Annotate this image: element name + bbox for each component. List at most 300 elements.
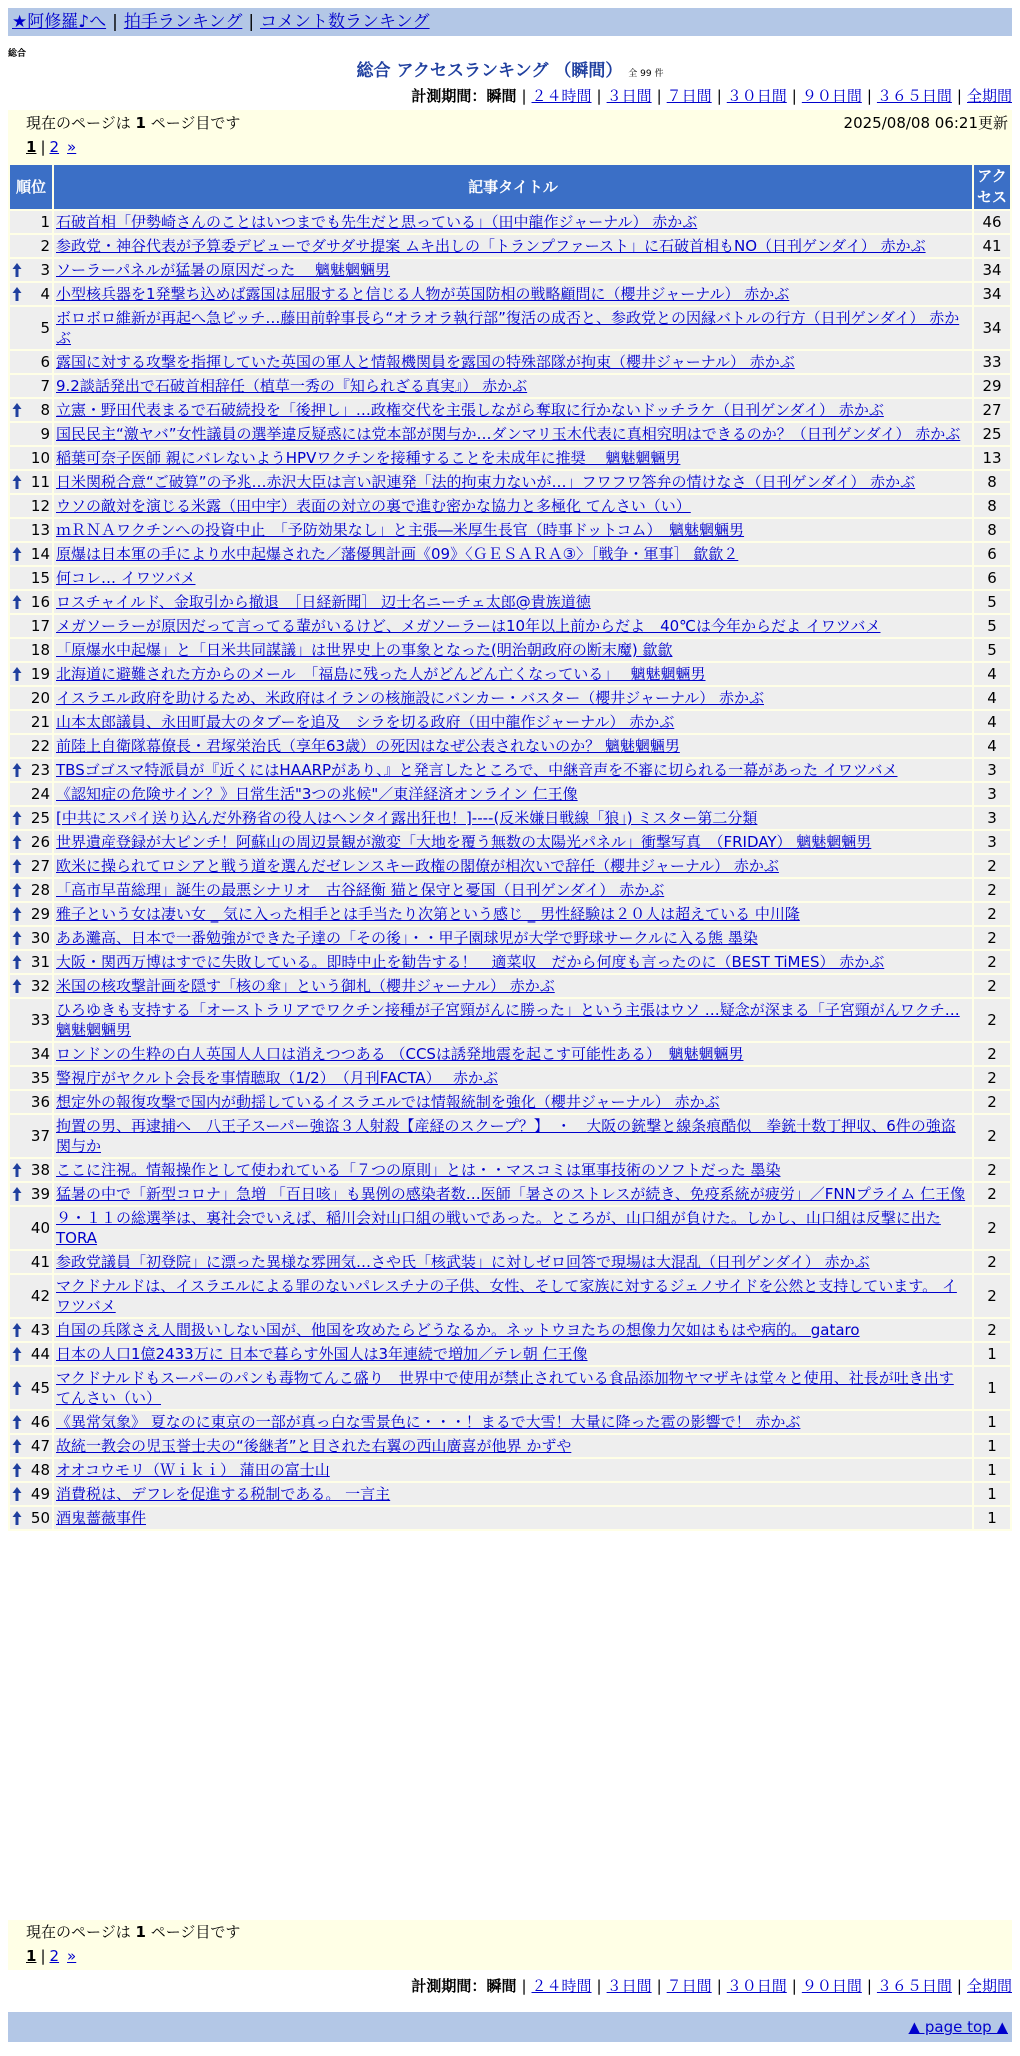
home-link[interactable]: ★阿修羅♪へ [12, 12, 107, 32]
article-link[interactable]: 「原爆水中起爆」と「日米共同謀議」は世界史上の事象となった(明治朝政府の断末魔) 歙歙 [56, 641, 673, 659]
ranking-table-container [8, 163, 1012, 1531]
title-cell [54, 951, 972, 973]
pager-separator: | [40, 1947, 46, 1965]
rank-cell [10, 1507, 52, 1529]
period-separator: | [596, 87, 602, 105]
access-count: 5 [974, 639, 1010, 661]
rank-cell [10, 735, 52, 757]
clap-ranking-link[interactable]: 拍手ランキング [123, 12, 243, 32]
rank-number: 3 [40, 261, 50, 279]
period-separator: | [521, 87, 527, 105]
rank-cell [10, 351, 52, 373]
current-page-number: 1 [135, 1923, 146, 1941]
article-link[interactable]: 拘置の男、再逮捕へ 八王子スーパー強盗３人射殺【産経のスクープ？】 ・ 大阪の銃撃と線条痕酷似 拳銃十数丁押収、6件の強盗関与か [56, 1117, 956, 1155]
title-cell [54, 1159, 972, 1181]
rank-up-arrow-icon [12, 834, 22, 850]
title-cell [54, 591, 972, 613]
rank-number: 17 [30, 617, 50, 635]
updated-time: 2025/08/08 06:21更新 [843, 114, 1008, 132]
rank-number: 36 [30, 1093, 50, 1111]
title-cell [54, 235, 972, 257]
rank-cell [10, 663, 52, 685]
rank-up-arrow-icon [12, 262, 22, 278]
table-row [10, 1183, 1010, 1205]
table-row [10, 1067, 1010, 1089]
rank-number: 34 [30, 1045, 50, 1063]
article-link[interactable]: 雅子という女は凄い女 _ 気に入った相手とは手当たり次第という感じ _ 男性経験は２０人は超えている 中川隆 [56, 905, 800, 923]
access-count: 4 [974, 735, 1010, 757]
title-cell [54, 807, 972, 829]
article-link[interactable]: ボロボロ維新が再起へ急ピッチ…藤田前幹事長ら“オラオラ執行部”復活の成否と、参政党との因縁バトルの行方（日刊ゲンダイ） 赤かぶ [56, 309, 960, 347]
article-link[interactable]: 猛暑の中で「新型コロナ」急増 「百日咳」も異例の感染者数…医師「暑さのストレスが続き、免疫系統が疲労」／FNNプライム 仁王像 [56, 1185, 966, 1203]
period-option-link[interactable]: ３６５日間 [876, 1977, 952, 1995]
table-row [10, 399, 1010, 421]
rank-up-arrow-icon [12, 286, 22, 302]
rank-cell [10, 1275, 52, 1317]
rank-up-arrow-icon [12, 594, 22, 610]
table-row [10, 711, 1010, 733]
rank-number: 33 [30, 1011, 50, 1029]
rank-up-arrow-icon [12, 1414, 22, 1430]
rank-number: 2 [40, 237, 50, 255]
rank-up-arrow-icon [12, 1380, 22, 1396]
article-link[interactable]: 日米関税合意“ご破算”の予兆…赤沢大臣は言い訳連発「法的拘束力ないが…」フワフワ答弁の情けなさ（日刊ゲンダイ） 赤かぶ [56, 473, 916, 491]
article-link[interactable]: 自国の兵隊さえ人間扱いしない国が、他国を攻めたらどうなるか。ネットウヨたちの想像力欠如はもはや病的。 gataro [56, 1321, 860, 1339]
rank-cell [10, 1251, 52, 1273]
section-label: 総合 [8, 49, 27, 59]
ranking-table [8, 163, 1012, 1531]
table-row [10, 1091, 1010, 1113]
article-link[interactable]: 石破首相「伊勢崎さんのことはいつまでも先生だと思っている」（田中龍作ジャーナル） 赤かぶ [56, 213, 698, 231]
table-row [10, 543, 1010, 565]
period-option-link[interactable]: ３日間 [606, 1977, 652, 1995]
rank-number: 6 [40, 353, 50, 371]
article-link[interactable]: TBSゴゴスマ特派員が『近くにはHAARPがあり、』と発言したところで、中継音声を不審に切られる一幕があった イワツバメ [56, 761, 898, 779]
article-link[interactable]: ９・１１の総選挙は、裏社会でいえば、稲川会対山口組の戦いであった。ところが、山口組が負けた。しかし、山口組は反撃に出た TORA [56, 1209, 941, 1247]
table-row [10, 567, 1010, 589]
table-row [10, 495, 1010, 517]
title-cell [54, 999, 972, 1041]
rank-cell [10, 711, 52, 733]
access-count: 8 [974, 471, 1010, 493]
period-option-link[interactable]: ９０日間 [801, 1977, 862, 1995]
title-cell [54, 351, 972, 373]
header-rank: 順位 [10, 165, 52, 209]
access-count: 2 [974, 879, 1010, 901]
article-link[interactable]: 想定外の報復攻撃で国内が動揺しているイスラエルでは情報統制を強化（櫻井ジャーナル） 赤かぶ [56, 1093, 720, 1111]
table-row [10, 663, 1010, 685]
rank-number: 40 [30, 1219, 50, 1237]
table-row [10, 1459, 1010, 1481]
article-link[interactable]: オオコウモリ（Ｗｉｋｉ） 蒲田の富士山 [56, 1461, 330, 1479]
table-row [10, 1275, 1010, 1317]
period-separator: | [866, 87, 872, 105]
rank-up-arrow-icon [12, 810, 22, 826]
current-page-number: 1 [135, 114, 146, 132]
access-count: 46 [974, 211, 1010, 233]
rank-up-arrow-icon [12, 954, 22, 970]
table-row [10, 211, 1010, 233]
rank-number: 42 [30, 1287, 50, 1305]
page-info-bottom [8, 1920, 1012, 1970]
period-option-link[interactable]: ２４時間 [531, 1977, 592, 1995]
access-count: 33 [974, 351, 1010, 373]
rank-cell [10, 471, 52, 493]
rank-up-arrow-icon [12, 882, 22, 898]
rank-cell [10, 639, 52, 661]
rank-cell [10, 1435, 52, 1457]
access-count: 4 [974, 663, 1010, 685]
period-separator: | [521, 1977, 527, 1995]
table-row [10, 591, 1010, 613]
rank-up-arrow-icon [12, 930, 22, 946]
article-link[interactable]: 警視庁がヤクルト会長を事情聴取（1/2） （月刊FACTA） 赤かぶ [56, 1069, 498, 1087]
table-row [10, 1435, 1010, 1457]
article-link[interactable]: ああ灘高、日本で一番勉強ができた子達の「その後」・・甲子園球児が大学で野球サークルに入る態 墨染 [56, 929, 758, 947]
title-cell [54, 471, 972, 493]
access-count: 1 [974, 1343, 1010, 1365]
rank-number: 8 [40, 401, 50, 419]
title-cell [54, 903, 972, 925]
rank-cell [10, 759, 52, 781]
rank-cell [10, 1367, 52, 1409]
article-link[interactable]: 《異常気象》 夏なのに東京の一部が真っ白な雪景色に・・・！まるで大雪！大量に降った雹の影響で！ 赤かぶ [56, 1413, 801, 1431]
title-cell [54, 1507, 972, 1529]
rank-cell [10, 211, 52, 233]
table-row [10, 927, 1010, 949]
table-row [10, 259, 1010, 281]
rank-cell [10, 783, 52, 805]
access-count: 8 [974, 495, 1010, 517]
period-option-link[interactable]: ７日間 [666, 87, 712, 105]
article-link[interactable]: 小型核兵器を1発撃ち込めば露国は屈服すると信じる人物が英国防相の戦略顧問に（櫻井ジャーナル） 赤かぶ [56, 285, 790, 303]
title-cell [54, 1207, 972, 1249]
pager-current: 1 [26, 138, 37, 156]
article-link[interactable]: 国民民主“激ヤバ”女性議員の選挙違反疑惑には党本部が関与か…ダンマリ玉木代表に真相究明はできるのか？（日刊ゲンダイ） 赤かぶ [56, 425, 961, 443]
table-row [10, 999, 1010, 1041]
rank-cell [10, 399, 52, 421]
rank-cell [10, 879, 52, 901]
period-option-link[interactable]: ３０日間 [726, 87, 787, 105]
access-count: 5 [974, 591, 1010, 613]
table-row [10, 375, 1010, 397]
title-cell [54, 259, 972, 281]
title-cell [54, 759, 972, 781]
rank-number: 45 [30, 1379, 50, 1397]
rank-cell [10, 1159, 52, 1181]
rank-cell [10, 1411, 52, 1433]
rank-number: 38 [30, 1161, 50, 1179]
period-option-link[interactable]: ３６５日間 [876, 87, 952, 105]
article-link[interactable]: 北海道に避難された方からのメール 「福島に残った人がどんどん亡くなっている」 魑魅魍魎男 [56, 665, 706, 683]
period-option-link[interactable]: ２４時間 [531, 87, 592, 105]
period-separator: | [716, 1977, 722, 1995]
rank-number: 37 [30, 1127, 50, 1145]
access-count: 2 [974, 951, 1010, 973]
access-count: 3 [974, 759, 1010, 781]
table-row [10, 639, 1010, 661]
rank-cell [10, 1091, 52, 1113]
article-link[interactable]: 欧米に操られてロシアと戦う道を選んだゼレンスキー政権の閣僚が相次いで辞任（櫻井ジャーナル） 赤かぶ [56, 857, 779, 875]
page-top-link[interactable]: ▲ page top ▲ [908, 2018, 1008, 2036]
access-count: 2 [974, 1067, 1010, 1089]
title-cell [54, 1183, 972, 1205]
rank-cell [10, 307, 52, 349]
rank-cell [10, 975, 52, 997]
rank-cell [10, 283, 52, 305]
article-link[interactable]: ひろゆきも支持する「オーストラリアでワクチン接種が子宮頸がんに勝った」という主張はウソ …疑念が深まる「子宮頸がんワクチ… 魑魅魍魎男 [56, 1001, 960, 1039]
table-header-row [10, 165, 1010, 209]
rank-cell [10, 1459, 52, 1481]
article-link[interactable]: 9.2談話発出で石破首相辞任（植草一秀の『知られざる真実』） 赤かぶ [56, 377, 528, 395]
article-link[interactable]: 何コレ… イワツバメ [56, 569, 196, 587]
table-row [10, 807, 1010, 829]
access-count: 2 [974, 999, 1010, 1041]
rank-cell [10, 807, 52, 829]
article-link[interactable]: メガソーラーが原因だって言ってる輩がいるけど、メガソーラーは10年以上前からだよ 40℃は今年からだよ イワツバメ [56, 617, 881, 635]
rank-up-arrow-icon [12, 1486, 22, 1502]
rank-number: 21 [30, 713, 50, 731]
article-link[interactable]: マクドナルドは、イスラエルによる罪のないパレスチナの子供、女性、そして家族に対するジェノサイドを公然と支持しています。 イワツバメ [56, 1277, 957, 1315]
rank-number: 9 [40, 425, 50, 443]
rank-up-arrow-icon [12, 1322, 22, 1338]
rank-cell [10, 1067, 52, 1089]
table-row [10, 351, 1010, 373]
table-row [10, 471, 1010, 493]
rank-cell [10, 855, 52, 877]
rank-cell [10, 423, 52, 445]
article-link[interactable]: ウソの敵対を演じる米露（田中宇）表面の対立の裏で進む密かな協力と多極化 てんさい（い） [56, 497, 691, 515]
table-row [10, 975, 1010, 997]
rank-number: 23 [30, 761, 50, 779]
article-link[interactable]: 山本太郎議員、永田町最大のタブーを追及 シラを切る政府（田中龍作ジャーナル） 赤かぶ [56, 713, 675, 731]
title-cell [54, 1343, 972, 1365]
title-cell [54, 615, 972, 637]
article-link[interactable]: ここに注視。情報操作として使われている「７つの原則」とは・・マスコミは軍事技術のソフトだった 墨染 [56, 1161, 781, 1179]
rank-up-arrow-icon [12, 762, 22, 778]
period-separator: | [791, 1977, 797, 1995]
rank-cell [10, 591, 52, 613]
nav-separator: | [248, 12, 255, 32]
table-row [10, 1483, 1010, 1505]
article-link[interactable]: 原爆は日本軍の手により水中起爆された／藩優興計画《09》〈ＧＥＳＡＲＡ③〉［戦争・軍事］ 歙歙２ [56, 545, 739, 563]
article-link[interactable]: 世界遺産登録が大ピンチ！阿蘇山の周辺景観が激変「大地を覆う無数の太陽光パネル」衝撃写真 （FRIDAY） 魑魅魍魎男 [56, 833, 872, 851]
rank-cell [10, 927, 52, 949]
rank-cell [10, 495, 52, 517]
table-row [10, 783, 1010, 805]
rank-number: 22 [30, 737, 50, 755]
table-row [10, 1507, 1010, 1529]
access-count: 1 [974, 1459, 1010, 1481]
rank-number: 13 [30, 521, 50, 539]
title-cell [54, 855, 972, 877]
rank-number: 4 [40, 285, 50, 303]
period-option-link[interactable]: ７日間 [666, 1977, 712, 1995]
title-cell [54, 1483, 972, 1505]
access-count: 34 [974, 307, 1010, 349]
rank-number: 27 [30, 857, 50, 875]
access-count: 2 [974, 1043, 1010, 1065]
title-cell [54, 927, 972, 949]
access-count: 3 [974, 831, 1010, 853]
article-link[interactable]: 露国に対する攻撃を指揮していた英国の軍人と情報機関員を露国の特殊部隊が拘束（櫻井ジャーナル） 赤かぶ [56, 353, 795, 371]
article-link[interactable]: ｍＲＮＡワクチンへの投資中止 「予防効果なし」と主張―米厚生長官（時事ドットコム） 魑魅魍魎男 [56, 521, 745, 539]
title-cell [54, 307, 972, 349]
title-cell [54, 975, 972, 997]
period-separator: | [596, 1977, 602, 1995]
table-row [10, 1159, 1010, 1181]
current-page-prefix: 現在のページは [26, 1923, 131, 1941]
table-row [10, 615, 1010, 637]
rank-cell [10, 1183, 52, 1205]
ranking-title-text: 総合 アクセスランキング （瞬間） [356, 61, 623, 81]
comment-ranking-link[interactable]: コメント数ランキング [260, 12, 430, 32]
article-link[interactable]: ロスチャイルド、金取引から撤退 ［日経新聞］ 辺士名ニーチェ太郎@貴族道徳 [56, 593, 591, 611]
period-option-link[interactable]: 全期間 [966, 1977, 1012, 1995]
access-count: 2 [974, 1115, 1010, 1157]
rank-up-arrow-icon [12, 1162, 22, 1178]
title-cell [54, 1411, 972, 1433]
title-cell [54, 663, 972, 685]
table-row [10, 1043, 1010, 1065]
access-count: 2 [974, 1207, 1010, 1249]
period-selector [411, 86, 1012, 106]
pager-page-2[interactable]: 2 [49, 138, 60, 156]
access-count: 4 [974, 687, 1010, 709]
table-row [10, 1411, 1010, 1433]
ranking-title [0, 60, 1020, 85]
rank-up-arrow-icon [12, 1438, 22, 1454]
rank-number: 48 [30, 1461, 50, 1479]
pager-page-2[interactable]: 2 [49, 1947, 60, 1965]
article-link[interactable]: ロンドンの生粋の白人英国人人口は消えつつある （CCSは誘発地震を起こす可能性ある） 魑魅魍魎男 [56, 1045, 744, 1063]
access-count: 1 [974, 1367, 1010, 1409]
access-count: 1 [974, 1435, 1010, 1457]
rank-number: 31 [30, 953, 50, 971]
pager-next-arrow[interactable]: » [67, 1947, 77, 1965]
access-count: 8 [974, 519, 1010, 541]
period-option-link[interactable]: ３０日間 [726, 1977, 787, 1995]
rank-number: 18 [30, 641, 50, 659]
rank-number: 41 [30, 1253, 50, 1271]
rank-up-arrow-icon [12, 906, 22, 922]
rank-number: 30 [30, 929, 50, 947]
rank-number: 1 [40, 213, 50, 231]
access-count: 2 [974, 975, 1010, 997]
access-count: 5 [974, 615, 1010, 637]
title-cell [54, 1043, 972, 1065]
table-row [10, 687, 1010, 709]
rank-cell [10, 519, 52, 541]
article-link[interactable]: 稲葉可奈子医師 親にバレないようHPVワクチンを接種することを未成年に推奨 魑魅魍魎男 [56, 449, 681, 467]
table-row [10, 951, 1010, 973]
access-count: 2 [974, 855, 1010, 877]
title-cell [54, 1319, 972, 1341]
title-cell [54, 1115, 972, 1157]
table-row [10, 1207, 1010, 1249]
period-option-link[interactable]: ９０日間 [801, 87, 862, 105]
rank-number: 19 [30, 665, 50, 683]
access-count: 2 [974, 1275, 1010, 1317]
article-link[interactable]: 酒鬼薔薇事件 [56, 1509, 147, 1527]
article-link[interactable]: 「高市早苗総理」誕生の最悪シナリオ 古谷経衡 猫と保守と憂国（日刊ゲンダイ） 赤かぶ [56, 881, 665, 899]
pager [26, 137, 76, 157]
article-link[interactable]: 参政党議員「初登院」に漂った異様な雰囲気…さや氏「核武装」に対しゼロ回答で現場は大混乱（日刊ゲンダイ） 赤かぶ [56, 1253, 870, 1271]
rank-number: 11 [30, 473, 50, 491]
rank-number: 28 [30, 881, 50, 899]
access-count: 4 [974, 711, 1010, 733]
article-link[interactable]: [中共にスパイ送り込んだ外務省の役人はヘンタイ露出狂也！]----(反米嫌日戦線「狼」) ミスター第二分類 [56, 809, 758, 827]
rank-cell [10, 999, 52, 1041]
article-link[interactable]: マクドナルドもスーパーのパンも毒物てんこ盛り 世界中で使用が禁止されている食品添加物ヤマザキは堂々と使用、社長が吐き出す てんさい（い） [56, 1369, 954, 1407]
access-count: 29 [974, 375, 1010, 397]
article-link[interactable]: 大阪・関西万博はすでに失敗している。即時中止を勧告する！ 適菜収 だから何度も言ったのに（BEST TiMES） 赤かぶ [56, 953, 885, 971]
rank-up-arrow-icon [12, 546, 22, 562]
table-row [10, 447, 1010, 469]
current-page-prefix: 現在のページは [26, 114, 131, 132]
header-access: アクセス [974, 165, 1010, 209]
article-link[interactable]: イスラエル政府を助けるため、米政府はイランの核施設にバンカー・バスター（櫻井ジャーナル） 赤かぶ [56, 689, 764, 707]
rank-cell [10, 1207, 52, 1249]
article-link[interactable]: 参政党・神谷代表が予算委デビューでダサダサ提案 ムキ出しの「トランプファースト」に石破首相もNO（日刊ゲンダイ） 赤かぶ [56, 237, 926, 255]
rank-cell [10, 831, 52, 853]
table-row [10, 235, 1010, 257]
period-option-link[interactable]: ３日間 [606, 87, 652, 105]
rank-up-arrow-icon [12, 1186, 22, 1202]
table-row [10, 1251, 1010, 1273]
rank-cell [10, 903, 52, 925]
period-option-link[interactable]: 全期間 [966, 87, 1012, 105]
access-count: 2 [974, 927, 1010, 949]
title-cell [54, 495, 972, 517]
article-link[interactable]: ソーラーパネルが猛暑の原因だった 魑魅魍魎男 [56, 261, 391, 279]
title-cell [54, 283, 972, 305]
access-count: 6 [974, 543, 1010, 565]
table-row [10, 735, 1010, 757]
table-row [10, 1367, 1010, 1409]
period-separator: | [656, 1977, 662, 1995]
rank-number: 7 [40, 377, 50, 395]
title-cell [54, 639, 972, 661]
period-separator: | [956, 87, 962, 105]
rank-cell [10, 951, 52, 973]
article-link[interactable]: 米国の核攻撃計画を隠す「核の傘」という御札（櫻井ジャーナル） 赤かぶ [56, 977, 555, 995]
total-count: 全 99 件 [628, 69, 664, 79]
access-count: 3 [974, 807, 1010, 829]
rank-number: 20 [30, 689, 50, 707]
pager-next-arrow[interactable]: » [67, 138, 77, 156]
access-count: 34 [974, 283, 1010, 305]
title-cell [54, 783, 972, 805]
period-selector-bottom [411, 1976, 1012, 1996]
article-link[interactable]: 故統一教会の児玉誉士夫の“後継者”と目された右翼の西山廣喜が他界 かずや [56, 1437, 572, 1455]
rank-up-arrow-icon [12, 858, 22, 874]
article-link[interactable]: 立憲・野田代表まるで石破続投を「後押し」…政権交代を主張しながら奪取に行かないドッチラケ（日刊ゲンダイ） 赤かぶ [56, 401, 884, 419]
article-link[interactable]: 《認知症の危険サイン？》日常生活"3つの兆候"／東洋経済オンライン 仁王像 [56, 785, 578, 803]
article-link[interactable]: 日本の人口1億2433万に 日本で暮らす外国人は3年連続で増加／テレ朝 仁王像 [56, 1345, 588, 1363]
access-count: 2 [974, 1251, 1010, 1273]
rank-up-arrow-icon [12, 1462, 22, 1478]
pager-current: 1 [26, 1947, 37, 1965]
rank-cell [10, 1115, 52, 1157]
access-count: 25 [974, 423, 1010, 445]
rank-cell [10, 1343, 52, 1365]
table-row [10, 1319, 1010, 1341]
access-count: 13 [974, 447, 1010, 469]
period-option-current: 瞬間 [486, 1977, 517, 1995]
article-link[interactable]: 前陸上自衛隊幕僚長・君塚栄治氏（享年63歳）の死因はなぜ公表されないのか？ 魑魅魍魎男 [56, 737, 680, 755]
article-link[interactable]: 消費税は、デフレを促進する税制である。 一言主 [56, 1485, 391, 1503]
